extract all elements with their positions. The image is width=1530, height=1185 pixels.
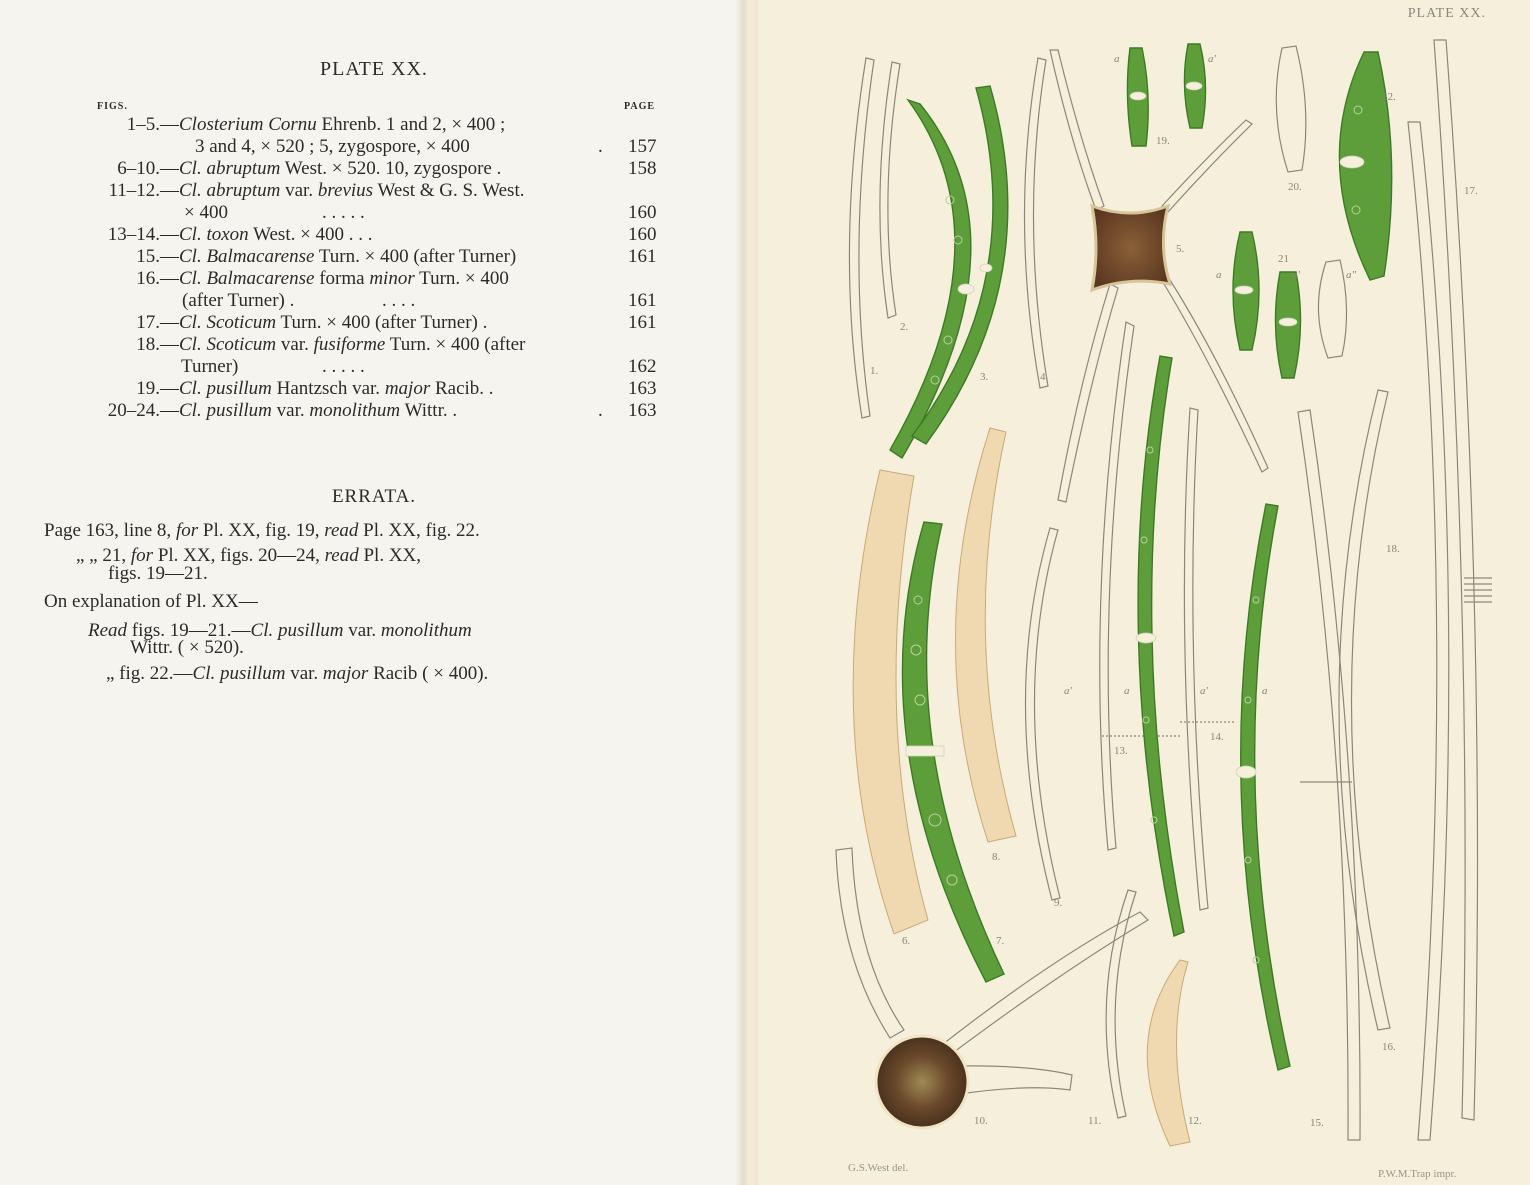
fig-14-vacuole [1236, 766, 1256, 778]
errata-line: „ fig. 22.—Cl. pusillum var. major Racib ( × 400). [106, 663, 489, 684]
sublabel-a-prime: a' [1208, 53, 1216, 65]
fig-13-green-cell [1138, 356, 1184, 936]
leader-dots: . . . . [382, 290, 416, 311]
botanical-plate [758, 0, 1530, 1185]
sublabel-a: a [1124, 685, 1130, 697]
errata-line: Page 163, line 8, for Pl. XX, fig. 19, read Pl. XX, fig. 22. [44, 520, 480, 541]
sublabel-a-prime: a' [1200, 685, 1208, 697]
figure-description-continued: Turner) [181, 356, 239, 377]
figure-entry [0, 158, 748, 180]
fig-14-green-cell [1241, 504, 1290, 1070]
figure-range: 11–12. [108, 180, 160, 201]
page-number: 160 [628, 224, 657, 245]
figure-description-continued: × 400 [184, 202, 228, 223]
figs-column-header: FIGS. [97, 101, 128, 112]
figure-entry-continued [0, 356, 748, 378]
fig-3-vacuole [980, 264, 992, 272]
fig-9-cell [1025, 528, 1060, 900]
figure-range: 20–24. [107, 400, 160, 421]
page-column-header: PAGE [624, 101, 656, 112]
errata-line: figs. 19—21. [108, 563, 208, 584]
fig-11-cell [1106, 890, 1136, 1118]
figure-range: 19. [136, 378, 160, 399]
figure-number-4: 4. [1040, 371, 1049, 383]
fig-10-zygospore [876, 1036, 968, 1128]
figure-description: —Cl. pusillum Hantzsch var. major Racib. . [160, 378, 494, 399]
right-page [758, 0, 1530, 1185]
figure-description: —Closterium Cornu Ehrenb. 1 and 2, × 400 ; [160, 114, 506, 135]
errata-line: Read figs. 19—21.—Cl. pusillum var. monolithum [88, 620, 472, 641]
figure-number-2: 2. [900, 321, 909, 333]
leader-dots: . . . . . [322, 356, 365, 377]
figure-entry [0, 246, 748, 268]
figure-number-1: 1. [870, 365, 879, 377]
figure-number-8: 8. [992, 851, 1001, 863]
fig-1-cell [849, 58, 874, 418]
sublabel-a-prime: a' [1064, 685, 1072, 697]
figure-description-continued: 3 and 4, × 520 ; 5, zygospore, × 400 [195, 136, 470, 157]
page-number: 158 [628, 158, 657, 179]
figure-description: —Cl. Scoticum Turn. × 400 (after Turner) . [160, 312, 488, 333]
left-page [0, 0, 748, 1185]
leader-dots: . [598, 136, 603, 157]
errata-line: „ „ 21, for Pl. XX, figs. 20—24, read Pl. XX, [76, 545, 422, 566]
figure-range: 18. [136, 334, 160, 355]
fig-13-cell [1100, 322, 1134, 850]
figure-description: —Cl. Balmacarense forma minor Turn. × 400 [160, 268, 509, 289]
figure-range: 15. [136, 246, 160, 267]
fig-3-vacuole [958, 284, 974, 294]
figure-number-21: 21 [1278, 253, 1289, 265]
figure-number-11: 11. [1088, 1115, 1102, 1127]
fig-15-cell [1298, 410, 1360, 1140]
figure-description: —Cl. Scoticum var. fusiforme Turn. × 400 (after [160, 334, 526, 355]
figure-number-14: 14. [1210, 731, 1224, 743]
fig-18-cell [1408, 122, 1449, 1140]
fig-21-vacuole [1279, 318, 1297, 326]
figure-number-17: 17. [1464, 185, 1478, 197]
fig-17-cell [1434, 40, 1478, 1120]
sublabel-a-double: a" [1346, 269, 1357, 281]
fig-5-zygospore [1092, 206, 1170, 290]
figure-number-6: 6. [902, 935, 911, 947]
artist-credit: G.S.West del. [848, 1162, 909, 1174]
figure-number-16: 16. [1382, 1041, 1396, 1053]
fig-21-vacuole [1235, 286, 1253, 294]
sublabel-a-prime: a' [1292, 269, 1300, 281]
figure-description: —Cl. abruptum West. × 520. 10, zygospore . [160, 158, 502, 179]
figure-range: 17. [136, 312, 160, 333]
figure-number-9: 9. [1054, 897, 1063, 909]
fig-14-cell [1184, 408, 1208, 910]
page-number: 163 [628, 378, 657, 399]
page-number: 157 [628, 136, 657, 157]
fig-8-tan-cell [955, 428, 1016, 842]
sublabel-a: a [1216, 269, 1222, 281]
sublabel-a: a [1262, 685, 1268, 697]
figure-entry [0, 114, 748, 136]
fig-20-cell [1276, 46, 1306, 172]
figure-number-5: 5. [1176, 243, 1185, 255]
fig-19-vacuole [1130, 92, 1146, 100]
errata-line: Wittr. ( × 520). [130, 637, 244, 658]
figure-entry-continued [0, 202, 748, 224]
page-number: 160 [628, 202, 657, 223]
figure-number-22: 22. [1382, 91, 1396, 103]
figure-range: 13–14. [107, 224, 160, 245]
figure-range: 1–5. [126, 114, 160, 135]
figure-description: —Cl. pusillum var. monolithum Wittr. . [160, 400, 458, 421]
sublabel-a: a [1114, 53, 1120, 65]
figure-description: —Cl. toxon West. × 400 . . . [160, 224, 373, 245]
figure-entry-continued [0, 136, 748, 158]
figure-number-13: 13. [1114, 745, 1128, 757]
figure-entry [0, 312, 748, 334]
figure-number-19: 19. [1156, 135, 1170, 147]
figure-entry [0, 378, 748, 400]
figure-range: 16. [136, 268, 160, 289]
figure-number-3: 3. [980, 371, 989, 383]
page-number: 163 [628, 400, 657, 421]
fig-4-cell [1024, 58, 1048, 388]
page-number: 162 [628, 356, 657, 377]
fig-24-cell [1318, 260, 1346, 358]
fig-3-green-cell [890, 100, 971, 458]
figure-entry [0, 334, 748, 356]
page-number: 161 [628, 312, 657, 333]
page-number: 161 [628, 290, 657, 311]
leader-dots: . [598, 400, 603, 421]
leader-dots: . . . . . [322, 202, 365, 223]
figure-description-continued: (after Turner) . [182, 290, 295, 311]
errata-heading: ERRATA. [331, 486, 417, 507]
fig-13-vacuole [1136, 633, 1156, 643]
page-title: PLATE XX. [320, 58, 428, 80]
figure-description: —Cl. abruptum var. brevius West & G. S. West. [160, 180, 525, 201]
fig-16-cell [1339, 390, 1390, 1030]
figure-number-20: 20. [1288, 181, 1302, 193]
fig-5-arm [1162, 120, 1252, 212]
figure-number-15: 15. [1310, 1117, 1324, 1129]
figure-number-18: 18. [1386, 543, 1400, 555]
figure-entry [0, 268, 748, 290]
errata-line: On explanation of Pl. XX— [44, 591, 258, 612]
figure-range: 6–10. [117, 158, 160, 179]
printer-credit: P.W.M.Trap impr. [1378, 1168, 1457, 1180]
fig-7-division [906, 746, 944, 756]
figure-entry [0, 180, 748, 202]
fig-22-vacuole [1340, 156, 1364, 168]
figure-entry [0, 400, 748, 422]
page-number: 161 [628, 246, 657, 267]
plate-label: PLATE XX. [1407, 6, 1486, 21]
figure-number-7: 7. [996, 935, 1005, 947]
figure-description: —Cl. Balmacarense Turn. × 400 (after Turner) [160, 246, 517, 267]
fig-2-cell [880, 62, 900, 318]
figure-number-10: 10. [974, 1115, 988, 1127]
fig-19-vacuole [1186, 82, 1202, 90]
fig-12-tan-cell [1147, 960, 1190, 1146]
fig-5-arm [1050, 50, 1104, 210]
figure-entry [0, 224, 748, 246]
book-gutter [736, 0, 760, 1185]
fig-10-arm [958, 1066, 1072, 1094]
figure-entry-continued [0, 290, 748, 312]
figure-number-12: 12. [1188, 1115, 1202, 1127]
